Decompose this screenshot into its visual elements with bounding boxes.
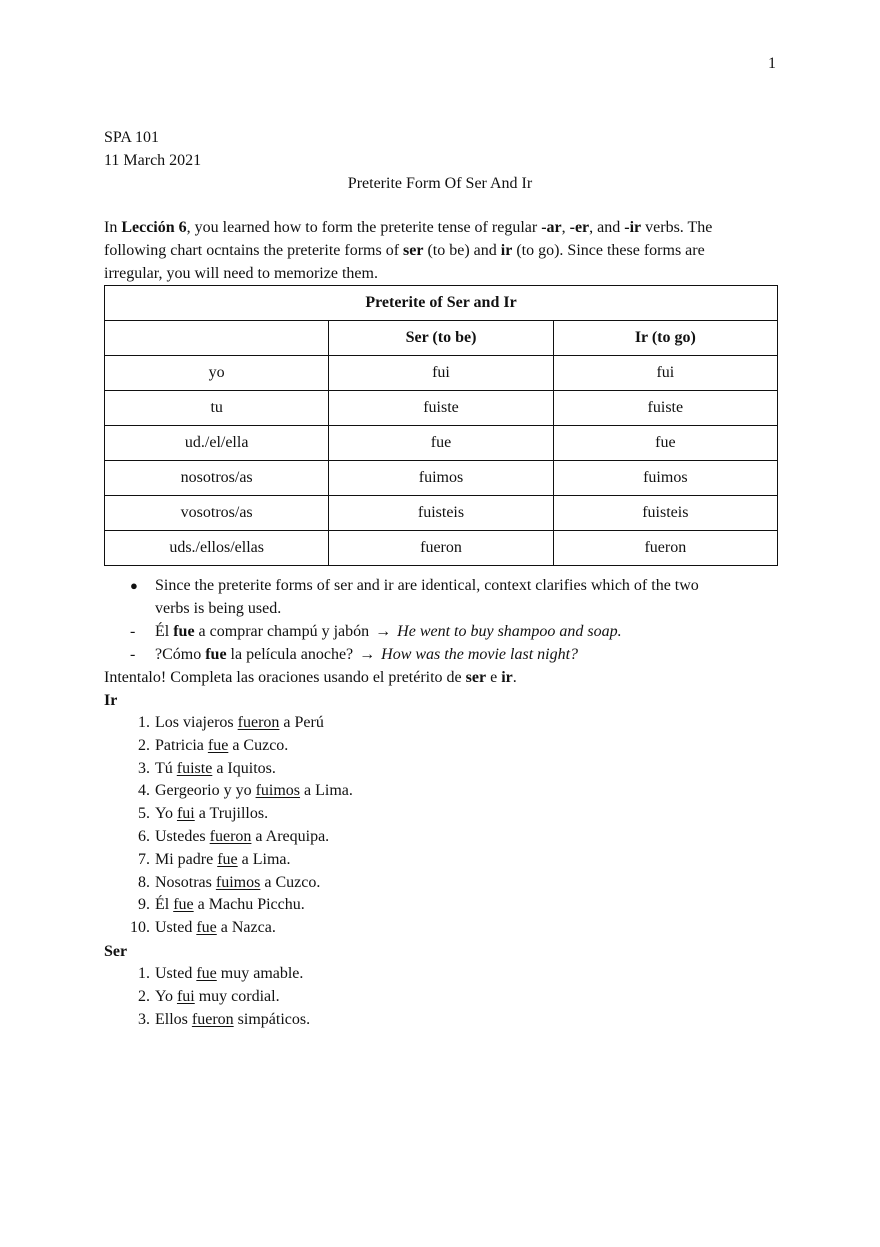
- table-cell: fuiste: [553, 391, 777, 426]
- table-cell: fui: [553, 356, 777, 391]
- document-date: 11 March 2021: [104, 152, 202, 169]
- list-item: 7. Mi padre fue a Lima.: [138, 850, 291, 868]
- answer: fue: [173, 896, 194, 914]
- answer: fue: [217, 850, 238, 868]
- answer: fuiste: [176, 759, 213, 777]
- table-row: [105, 356, 778, 391]
- table-cell: fuisteis: [329, 496, 553, 531]
- list-item: 3. Ellos fueron simpáticos.: [138, 1010, 311, 1028]
- list-item: 1. Usted fue muy amable.: [138, 964, 304, 982]
- intro-line-3: irregular, you will need to memorize them.: [104, 265, 378, 282]
- table-cell: fueron: [329, 531, 553, 566]
- intro-line-2: following chart ocntains the preterite forms of ser (to be) and ir (to go). Since these forms are: [104, 242, 705, 259]
- table-caption-row: [105, 286, 778, 321]
- table-cell: vosotros/as: [105, 496, 329, 531]
- answer: fui: [176, 805, 195, 823]
- list-item: 1. Los viajeros fueron a Perú: [138, 714, 324, 731]
- answer: fuimos: [215, 873, 261, 891]
- list-item: 4. Gergeorio y yo fuimos a Lima.: [138, 782, 353, 800]
- table-cell: fue: [553, 426, 777, 461]
- table-cell: fue: [329, 426, 553, 461]
- table-cell: uds./ellos/ellas: [105, 531, 329, 566]
- table-cell: nosotros/as: [105, 461, 329, 496]
- list-item: 2. Patricia fue a Cuzco.: [138, 736, 289, 754]
- intro-line-1: In Lección 6, you learned how to form the preterite tense of regular -ar, -er, and -ir verbs. The: [104, 219, 713, 236]
- bullet-note: ● Since the preterite forms of ser and ir are identical, context clarifies which of the two verbs is being used.: [104, 574, 794, 620]
- page-number: 1: [768, 55, 776, 72]
- list-item: 5. Yo fui a Trujillos.: [138, 805, 269, 823]
- table-cell: fui: [329, 356, 553, 391]
- table-cell: fuiste: [329, 391, 553, 426]
- course-code: SPA 101: [104, 129, 159, 146]
- table-cell: fuisteis: [553, 496, 777, 531]
- table-cell: tu: [105, 391, 329, 426]
- dash-icon: -: [130, 646, 136, 663]
- answer: fui: [176, 987, 195, 1005]
- table-cell: fuimos: [329, 461, 553, 496]
- dash-icon: -: [130, 623, 136, 640]
- table-header-cell: [105, 321, 329, 356]
- ir-exercise-list: [104, 712, 794, 940]
- answer: fueron: [237, 714, 280, 731]
- table-cell: fuimos: [553, 461, 777, 496]
- table-header-cell: Ir (to go): [553, 321, 777, 356]
- example-1: - Él fue a comprar champú y jabón → He went to buy shampoo and soap.: [104, 620, 794, 643]
- table-row: [105, 391, 778, 426]
- answer: fueron: [191, 1010, 234, 1028]
- answer: fue: [196, 964, 217, 982]
- preterite-table: [104, 285, 778, 566]
- list-item: 3. Tú fuiste a Iquitos.: [138, 759, 276, 777]
- example-2: - ?Cómo fue la película anoche? → How was the movie last night?: [104, 643, 794, 666]
- table-cell: yo: [105, 356, 329, 391]
- notes-section: [104, 574, 794, 1031]
- ir-heading: Ir: [104, 692, 118, 709]
- list-item: 9. Él fue a Machu Picchu.: [138, 896, 305, 914]
- table-cell: fueron: [553, 531, 777, 566]
- answer: fueron: [209, 827, 252, 845]
- ser-heading: Ser: [104, 942, 128, 960]
- list-item: 2. Yo fui muy cordial.: [138, 987, 280, 1005]
- answer: fuimos: [255, 782, 301, 800]
- table-row: [105, 461, 778, 496]
- table-row: [105, 531, 778, 566]
- bullet-dot-icon: ●: [130, 578, 138, 593]
- table-caption: Preterite of Ser and Ir: [105, 286, 778, 321]
- arrow-right-icon: →: [359, 646, 376, 663]
- table-row: [105, 426, 778, 461]
- table-cell: ud./el/ella: [105, 426, 329, 461]
- arrow-right-icon: →: [375, 623, 392, 640]
- document-title: Preterite Form Of Ser And Ir: [347, 175, 533, 192]
- table-row: [105, 496, 778, 531]
- list-item: 6. Ustedes fueron a Arequipa.: [138, 827, 330, 845]
- intro-paragraph: [104, 216, 780, 285]
- table-header-row: [105, 321, 778, 356]
- exercise-instructions: Intentalo! Completa las oraciones usando el pretérito de ser e ir.: [104, 669, 517, 686]
- answer: fue: [196, 919, 217, 937]
- list-item: 10. Usted fue a Nazca.: [130, 919, 276, 937]
- answer: fue: [207, 736, 229, 754]
- list-item: 8. Nosotras fuimos a Cuzco.: [138, 873, 321, 891]
- ser-exercise-list: [104, 963, 794, 1031]
- table-header-cell: Ser (to be): [329, 321, 553, 356]
